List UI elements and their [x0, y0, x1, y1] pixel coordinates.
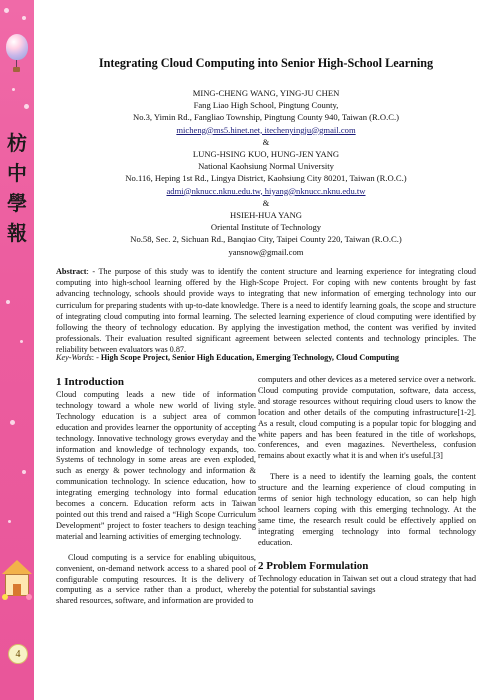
author-block [56, 87, 476, 258]
house-door [13, 584, 21, 596]
abstract [56, 266, 476, 356]
journal-name-vertical [1, 130, 33, 246]
journal-char: 報 [7, 221, 27, 245]
abstract-label: Abstract [56, 267, 87, 276]
flower-icon [26, 594, 32, 600]
section-heading-problem-formulation: 2 Problem Formulation [258, 559, 369, 572]
house-roof [2, 560, 32, 574]
balloon-basket [13, 67, 20, 72]
affiliation: Fang Liao High School, Pingtung County, [193, 100, 339, 111]
decor-dot [12, 88, 15, 91]
keywords-text: High Scope Project, Senior High Education, Emerging Technology, Cloud Computing [100, 353, 400, 362]
decor-dot [8, 520, 11, 523]
left-column [56, 375, 256, 617]
decor-dot [10, 420, 15, 425]
author-names: HSIEH-HUA YANG [229, 210, 302, 221]
paragraph: computers and other devices as a metered service over a network. Cloud computing provide computation, software, data access, and storage resources without requiring cloud users to know the location and other details of the computing infrastructure[1-2]. As a result, cloud computing is a popular topic for blogging and white papers and has been featured in the title of workshops, conferences, and even magazines. Nevertheless, confusion remains about exactly what it is and when it's useful.[3] [258, 375, 476, 461]
page-number: 4 [8, 644, 28, 664]
affiliation: Oriental Institute of Technology [210, 222, 322, 233]
address: No.3, Yimin Rd., Fangliao Township, Pingtung County 940, Taiwan (R.O.C.) [132, 112, 399, 123]
ampersand: & [262, 197, 270, 208]
paragraph: Technology education in Taiwan set out a cloud strategy that had the potential for substantial savings [258, 573, 476, 594]
house-illustration-icon [2, 560, 32, 600]
keywords-label: Key-Words [56, 353, 92, 362]
section-heading-introduction: 1 Introduction [56, 376, 124, 388]
journal-char: 中 [7, 161, 27, 185]
author-names: MING-CHENG WANG, YING-JU CHEN [192, 88, 340, 98]
abstract-text: : - The purpose of this study was to identify the content structure and learning experience for integrating cloud computing into high-school learning offered by the High-Scope Project. For coping with new contents brought by fast advancing technology, schools should provide ways to integrating that new information of emerging technology into our curriculum for preparing students with up-to-date knowledge. There is a need to identify learning goals, the scope and structure of integrating cloud computing into formal learning. The selected learning experience of cloud computing were identified by following the theory of technology education. By applying the investigation method, the content was verified by invited professionals. Their evaluation resulted significant agreement between selected contents and technology principles. The reliability between evaluators was 0.87. [56, 267, 476, 355]
email-plain: yansnow@gmail.com [228, 246, 304, 257]
paper-title: Integrating Cloud Computing into Senior High-School Learning [98, 56, 434, 70]
paragraph: There is a need to identify the learning goals, the content structure and the learning experience of cloud computing in terms of senior high technology education, so can help high school learners coping with this emerging technology. At the same time, the research result could be effectively applied on integrating emerging technology into formal technology education. [258, 472, 476, 547]
decor-dot [22, 16, 26, 20]
decor-dot [4, 8, 9, 13]
paragraph: Cloud computing is a service for enabling ubiquitous, convenient, on-demand network access to a shared pool of configurable computing resources. It is the delivery of computing as a service rather than a product, whereby shared resources, software, and information are provided to [56, 552, 256, 606]
email-links[interactable]: admi@nknucc.nknu.edu.tw, hiyang@nknucc.nknu.edu.tw [166, 185, 366, 196]
right-column [256, 375, 476, 605]
ampersand: & [262, 136, 270, 147]
decor-dot [22, 470, 26, 474]
keywords: Key-Words: - High Scope Project, Senior High Education, Emerging Technology, Cloud Computing [56, 353, 400, 362]
journal-char: 學 [7, 191, 27, 215]
decor-dot [6, 300, 10, 304]
affiliation: National Kaohsiung Normal University [198, 161, 334, 172]
address: No.58, Sec. 2, Sichuan Rd., Banqiao City, Taipei County 220, Taiwan (R.O.C.) [130, 234, 402, 245]
decor-dot [24, 104, 29, 109]
hot-air-balloon-icon [6, 34, 28, 60]
flower-icon [2, 594, 8, 600]
paragraph: Cloud computing leads a new tide of information technology toward a whole new world of living style. Technology education is a subject area of common education and provides learner the opportunity of accepting technology. Innovative technology grows everyday and the information and knowledge of technology expands, too. Systems of technology in some areas are even exploded, such as energy & power technology and information & communication technology. In science education, how to integrating emerging technology into formal education becomes a concern. Education reform acts in Taiwan pointed out this trend and raised a “High Scope Curriculum Development” project to foster teachers to design teaching material and learning activities of emerging technology. [56, 390, 256, 541]
journal-char: 枋 [7, 131, 27, 155]
address: No.116, Heping 1st Rd., Lingya District, Kaohsiung City 80201, Taiwan (R.O.C.) [125, 173, 407, 184]
decorative-sidebar [0, 0, 34, 700]
email-links[interactable]: micheng@ms5.hinet.net, itechenyingju@gmail.com [176, 124, 356, 135]
decor-dot [20, 340, 23, 343]
author-names: LUNG-HSING KUO, HUNG-JEN YANG [192, 149, 340, 160]
